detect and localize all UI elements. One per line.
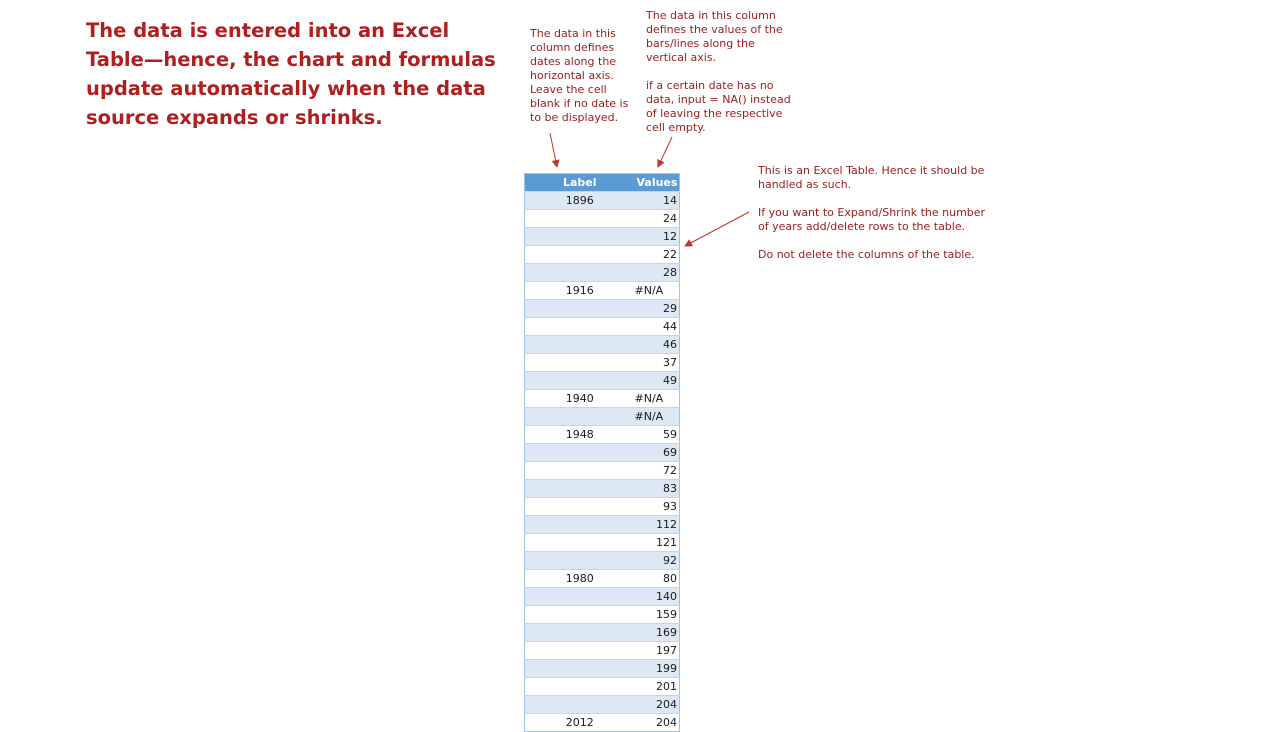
values-note-arrow — [658, 137, 672, 167]
label-column-header[interactable]: Label — [525, 174, 635, 192]
label-cell[interactable] — [525, 300, 635, 318]
label-cell[interactable] — [525, 336, 635, 354]
value-cell[interactable]: #N/A — [635, 408, 680, 426]
value-cell[interactable]: 197 — [635, 642, 680, 660]
value-cell[interactable]: 92 — [635, 552, 680, 570]
value-cell[interactable]: 28 — [635, 264, 680, 282]
label-cell[interactable] — [525, 462, 635, 480]
table-row — [525, 282, 680, 300]
table-row — [525, 714, 680, 732]
headline: The data is entered into an Excel Table—hence, the chart and formulas update automatically when the data source expands or shrinks. — [86, 19, 496, 129]
table-row — [525, 570, 680, 588]
value-cell[interactable]: 14 — [635, 192, 680, 210]
value-cell[interactable]: 83 — [635, 480, 680, 498]
value-cell[interactable]: 201 — [635, 678, 680, 696]
table-row — [525, 354, 680, 372]
excel-data-table[interactable] — [524, 173, 680, 732]
label-cell[interactable] — [525, 246, 635, 264]
label-cell[interactable] — [525, 624, 635, 642]
table-row — [525, 552, 680, 570]
label-cell[interactable] — [525, 678, 635, 696]
label-column-note: The data in this column defines dates along the horizontal axis. Leave the cell blank if no date is to be displayed. — [530, 27, 629, 124]
table-body — [525, 192, 680, 732]
table-row — [525, 390, 680, 408]
label-cell[interactable] — [525, 516, 635, 534]
value-cell[interactable]: 44 — [635, 318, 680, 336]
table-row — [525, 696, 680, 714]
label-cell[interactable] — [525, 696, 635, 714]
label-cell[interactable]: 1896 — [525, 192, 635, 210]
label-cell[interactable] — [525, 660, 635, 678]
value-cell[interactable]: 29 — [635, 300, 680, 318]
table-row — [525, 498, 680, 516]
table-row — [525, 462, 680, 480]
label-cell[interactable] — [525, 318, 635, 336]
value-cell[interactable]: 24 — [635, 210, 680, 228]
value-cell[interactable]: 159 — [635, 606, 680, 624]
label-cell[interactable] — [525, 264, 635, 282]
label-cell[interactable] — [525, 408, 635, 426]
value-cell[interactable]: 22 — [635, 246, 680, 264]
table-row — [525, 660, 680, 678]
value-cell[interactable]: 140 — [635, 588, 680, 606]
table-row — [525, 192, 680, 210]
table-row — [525, 210, 680, 228]
table-row — [525, 480, 680, 498]
label-cell[interactable] — [525, 444, 635, 462]
value-cell[interactable]: 204 — [635, 696, 680, 714]
label-cell[interactable]: 2012 — [525, 714, 635, 732]
label-note-arrow — [550, 133, 557, 167]
label-cell[interactable] — [525, 642, 635, 660]
label-cell[interactable] — [525, 210, 635, 228]
label-cell[interactable]: 1916 — [525, 282, 635, 300]
value-cell[interactable]: 121 — [635, 534, 680, 552]
table-header-row — [525, 174, 680, 192]
label-cell[interactable] — [525, 534, 635, 552]
table-row — [525, 588, 680, 606]
table-row — [525, 606, 680, 624]
label-cell[interactable] — [525, 552, 635, 570]
value-cell[interactable]: #N/A — [635, 390, 680, 408]
label-cell[interactable]: 1948 — [525, 426, 635, 444]
table-note-arrow — [685, 212, 749, 246]
value-cell[interactable]: 46 — [635, 336, 680, 354]
value-cell[interactable]: 93 — [635, 498, 680, 516]
label-cell[interactable] — [525, 480, 635, 498]
value-cell[interactable]: 169 — [635, 624, 680, 642]
label-cell[interactable] — [525, 372, 635, 390]
value-cell[interactable]: 49 — [635, 372, 680, 390]
table-row — [525, 336, 680, 354]
value-cell[interactable]: 80 — [635, 570, 680, 588]
value-cell[interactable]: 12 — [635, 228, 680, 246]
label-cell[interactable]: 1980 — [525, 570, 635, 588]
value-cell[interactable]: 199 — [635, 660, 680, 678]
value-cell[interactable]: 69 — [635, 444, 680, 462]
table-row — [525, 372, 680, 390]
label-cell[interactable] — [525, 588, 635, 606]
table-row — [525, 516, 680, 534]
table-row — [525, 624, 680, 642]
table-row — [525, 264, 680, 282]
table-row — [525, 444, 680, 462]
table-row — [525, 642, 680, 660]
excel-table-note: This is an Excel Table. Hence it should be handled as such. If you want to Expand/Shrink the number of years add/delete rows to the table. Do not delete the columns of the table. — [758, 164, 986, 261]
value-cell[interactable]: #N/A — [635, 282, 680, 300]
value-cell[interactable]: 112 — [635, 516, 680, 534]
value-cell[interactable]: 37 — [635, 354, 680, 372]
label-cell[interactable] — [525, 354, 635, 372]
label-cell[interactable] — [525, 228, 635, 246]
values-column-note: The data in this column defines the values of the bars/lines along the vertical axis. if a certain date has no data, input = NA() instead of leaving the respective cell empty. — [646, 9, 791, 134]
value-cell[interactable]: 204 — [635, 714, 680, 732]
table-row — [525, 246, 680, 264]
label-cell[interactable] — [525, 606, 635, 624]
table-row — [525, 678, 680, 696]
value-cell[interactable]: 59 — [635, 426, 680, 444]
values-column-header[interactable]: Values — [635, 174, 680, 192]
table-row — [525, 426, 680, 444]
value-cell[interactable]: 72 — [635, 462, 680, 480]
table-row — [525, 534, 680, 552]
label-cell[interactable] — [525, 498, 635, 516]
table-row — [525, 318, 680, 336]
table-row — [525, 300, 680, 318]
label-cell[interactable]: 1940 — [525, 390, 635, 408]
table-row — [525, 408, 680, 426]
table-row — [525, 228, 680, 246]
